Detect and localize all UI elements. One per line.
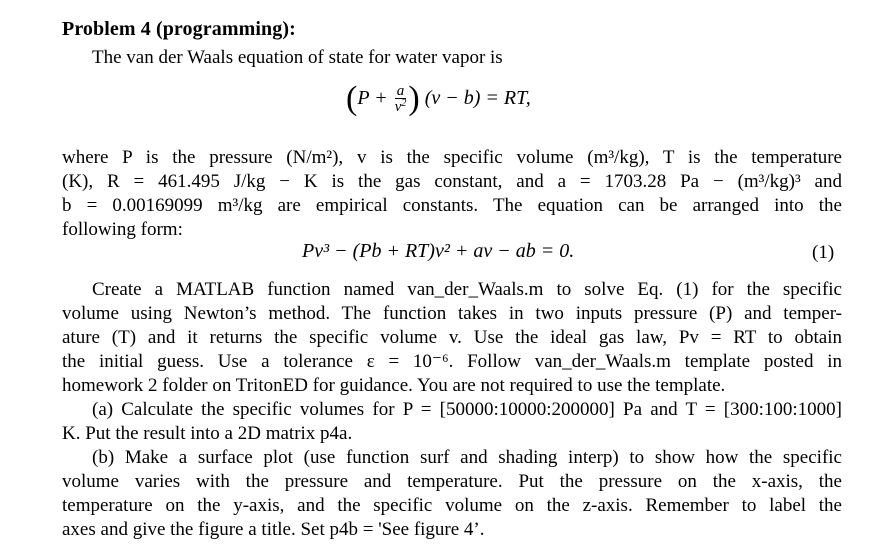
intro-text: The van der Waals equation of state for water vapor is: [92, 47, 503, 68]
para1-line-4: following form:: [62, 219, 183, 240]
equation-main-visual: (P + $\frac{a}{v^2}$ ) (v − b) = RT,: [346, 80, 531, 117]
part-a-line-1: (a) Calculate the specific volumes for P = [50000:10000:200000] Pa and T = [300:100:1000]: [92, 399, 842, 420]
para2-line-4: the initial guess. Use a tolerance ε = 10⁻⁶. Follow van_der_Waals.m template posted in: [62, 351, 842, 372]
equation-number: (1): [812, 242, 835, 263]
problem-heading: Problem 4 (programming):: [62, 18, 296, 40]
part-a-line-2: K. Put the result into a 2D matrix p4a.: [62, 423, 353, 444]
van-der-waals-equation: [346, 80, 531, 118]
part-b-line-3: temperature on the y-axis, and the specific volume on the z-axis. Remember to label the: [62, 495, 842, 516]
part-b-line-2: volume varies with the pressure and temperature. Put the pressure on the x-axis, the: [62, 471, 842, 492]
para1-line-1: where P is the pressure (N/m²), v is the specific volume (m³/kg), T is the temperature: [62, 147, 842, 168]
para1-line-2: (K), R = 461.495 J/kg − K is the gas constant, and a = 1703.28 Pa − (m³/kg)³ and: [62, 171, 842, 192]
part-b-line-4: axes and give the figure a title. Set p4b = 'See figure 4’.: [62, 519, 485, 540]
para2-line-2: volume using Newton’s method. The function takes in two inputs pressure (P) and temper-: [62, 303, 842, 324]
para1-line-3: b = 0.00169099 m³/kg are empirical constants. The equation can be arranged into the: [62, 195, 842, 216]
equation-form: Pv³ − (Pb + RT)v² + av − ab = 0.: [302, 240, 575, 262]
para2-line-3: ature (T) and it returns the specific volume v. Use the ideal gas law, Pv = RT to obtain: [62, 327, 842, 348]
para2-line-5: homework 2 folder on TritonED for guidance. You are not required to use the template.: [62, 375, 726, 396]
part-b-line-1: (b) Make a surface plot (use function surf and shading interp) to show how the specific: [92, 447, 842, 468]
para2-line-1: Create a MATLAB function named van_der_Waals.m to solve Eq. (1) for the specific: [92, 279, 842, 300]
